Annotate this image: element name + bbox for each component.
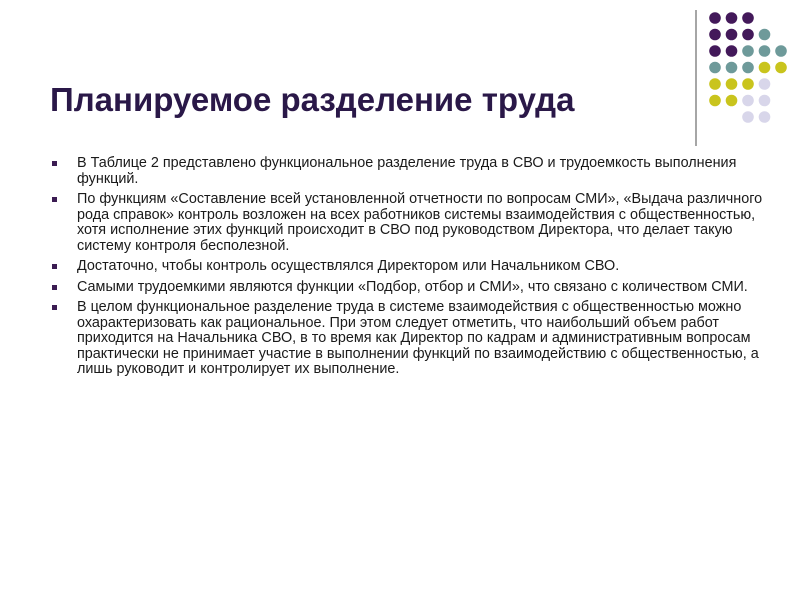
decorative-dot — [726, 29, 738, 41]
slide-title: Планируемое разделение труда — [50, 81, 575, 118]
bullet-item — [52, 280, 772, 296]
decorative-dot — [759, 29, 771, 41]
decorative-dot — [759, 62, 771, 74]
bullet-item — [52, 259, 772, 275]
decorative-dot — [775, 45, 787, 57]
decorative-dot — [726, 62, 738, 74]
decorative-dot — [726, 12, 738, 24]
decorative-dot — [709, 62, 721, 74]
decorative-dot — [726, 45, 738, 57]
decorative-dot — [709, 29, 721, 41]
decorative-dot — [742, 45, 754, 57]
decorative-dot — [742, 95, 754, 107]
decorative-dot — [759, 95, 771, 107]
decorative-dot — [709, 95, 721, 107]
decorative-dot — [742, 29, 754, 41]
decorative-dot — [742, 62, 754, 74]
decorative-dot — [759, 111, 771, 123]
decorative-dot — [759, 78, 771, 90]
bullet-text: В Таблице 2 представлено функциональное разделение труда в СВО и трудоемкость выполнения функций. — [77, 155, 737, 187]
vertical-divider — [695, 10, 697, 146]
square-bullet-icon — [52, 264, 57, 269]
bullet-text: Достаточно, чтобы контроль осуществлялся Директором или Начальником СВО. — [77, 258, 620, 274]
decorative-dot — [726, 78, 738, 90]
decorative-dot — [709, 12, 721, 24]
square-bullet-icon — [52, 285, 57, 290]
decorative-dot — [775, 62, 787, 74]
bullet-text: По функциям «Составление всей установленной отчетности по вопросам СМИ», «Выдача различного рода справок» контроль возложен на всех работников системы взаимодействия с общественностью, хотя исполнение этих функций происходит в СВО под руководством Директора, что делает такую систему контроля бесполезной. — [77, 191, 763, 254]
decorative-dot — [709, 45, 721, 57]
decorative-dot — [726, 95, 738, 107]
decorative-dot — [759, 45, 771, 57]
square-bullet-icon — [52, 305, 57, 310]
decorative-dot — [742, 111, 754, 123]
bullet-item — [52, 192, 772, 254]
square-bullet-icon — [52, 161, 57, 166]
square-bullet-icon — [52, 197, 57, 202]
bullet-list — [52, 156, 772, 383]
decorative-dot — [742, 12, 754, 24]
bullet-item — [52, 300, 772, 378]
bullet-item — [52, 156, 772, 187]
bullet-text: Самыми трудоемкими являются функции «Подбор, отбор и СМИ», что связано с количеством СМИ. — [77, 278, 748, 295]
decorative-dot — [742, 78, 754, 90]
bullet-text: В целом функциональное разделение труда в системе взаимодействия с общественностью можно охарактеризовать как рациональное. При этом следует отметить, что наибольший объем работ приходится на Начальника СВО, в то время как Директор по кадрам и административным вопросам практически не принимает участие в выполнении функций по взаимодействию с общественностью, а лишь руководит и контролирует их выполнение. — [77, 299, 759, 377]
decorative-dot — [709, 78, 721, 90]
